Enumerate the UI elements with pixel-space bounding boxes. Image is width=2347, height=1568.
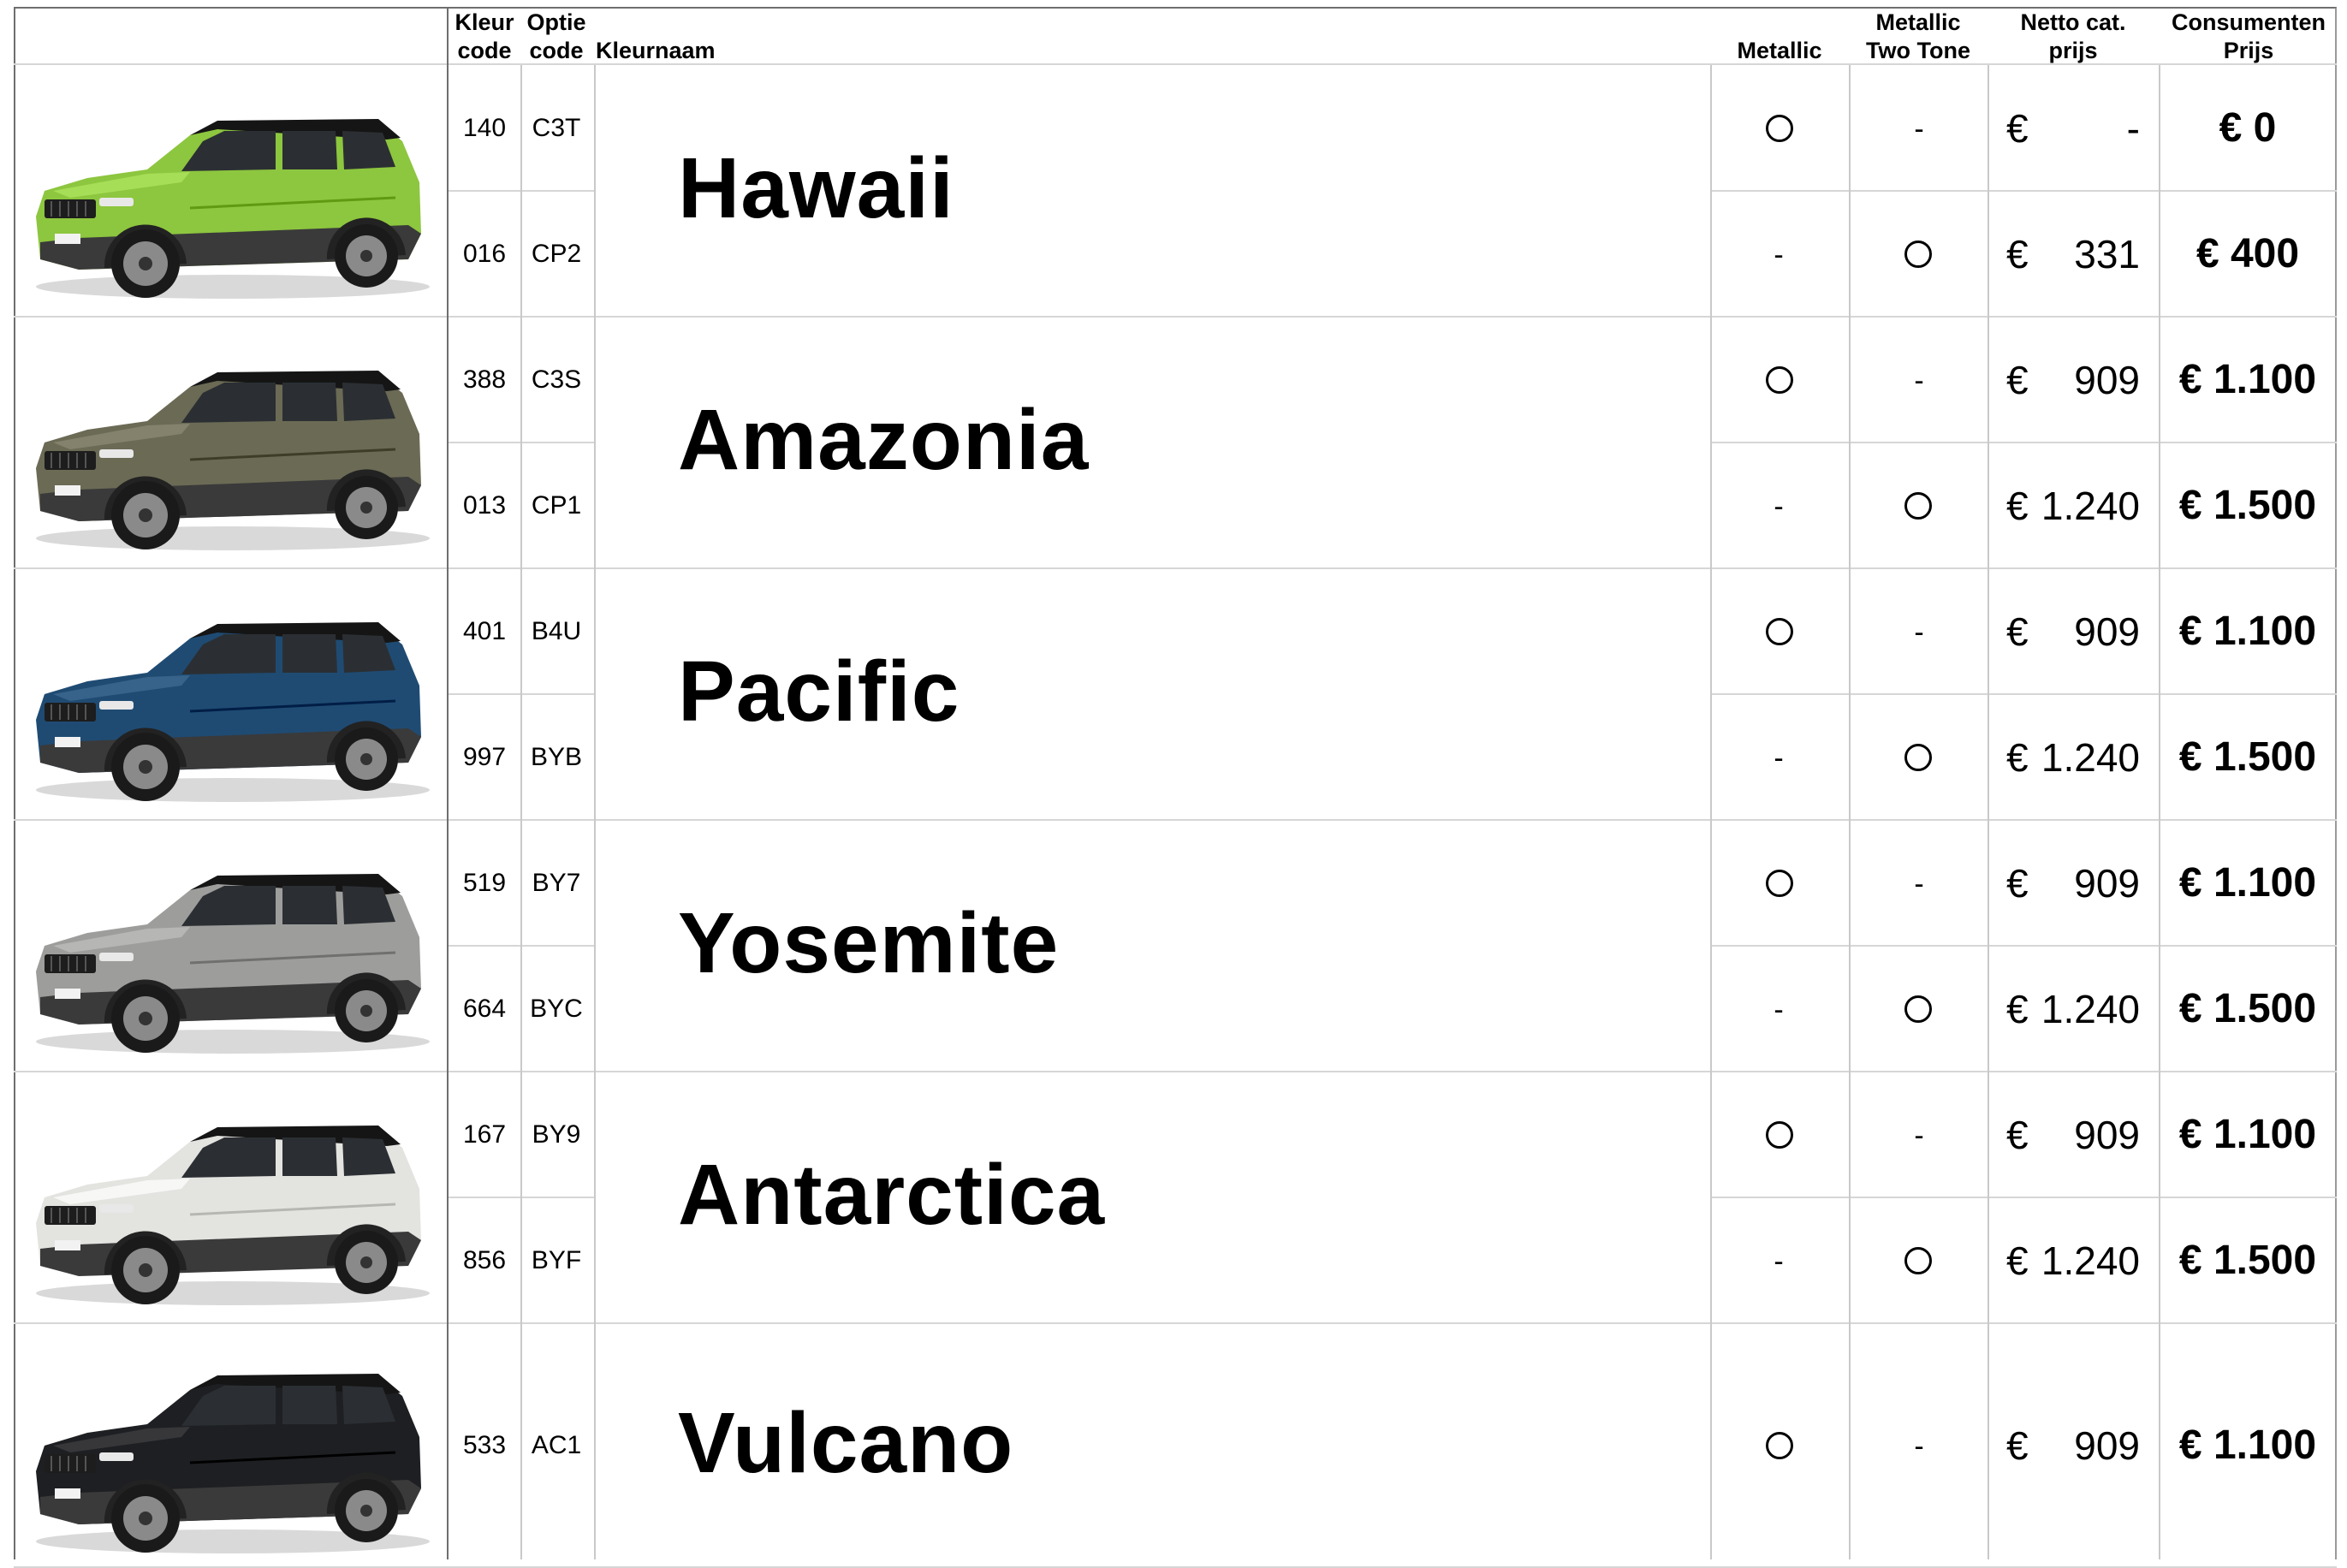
consumenten-price-value: € 1.500 xyxy=(2178,482,2317,528)
kleur-code-cell: 140 xyxy=(462,113,507,142)
netto-euro-sign: € xyxy=(2006,1422,2029,1468)
netto-price-value: 1.240 xyxy=(2041,986,2140,1031)
netto-price-value: 1.240 xyxy=(2041,483,2140,528)
two-tone-dash: - xyxy=(1914,1119,1924,1152)
kleur-code-cell: 013 xyxy=(462,490,507,520)
column-border xyxy=(1849,65,1851,1559)
optie-code-cell: CP2 xyxy=(531,239,582,268)
metallic-indicator-icon xyxy=(1766,618,1793,645)
netto-euro-sign: € xyxy=(2006,105,2029,151)
netto-price-value: 909 xyxy=(2074,1112,2140,1157)
optie-code-cell: BY7 xyxy=(532,868,581,897)
row-divider xyxy=(1710,945,2337,947)
netto-euro-sign: € xyxy=(2006,986,2029,1031)
two-tone-indicator-icon xyxy=(1904,744,1932,771)
header-kleur-code: Kleur code xyxy=(455,9,514,63)
metallic-dash: - xyxy=(1774,1244,1784,1278)
color-name: Pacific xyxy=(678,644,960,739)
column-border xyxy=(1710,65,1712,1559)
kleur-code-cell: 388 xyxy=(462,365,507,394)
kleur-code-cell: 167 xyxy=(462,1120,507,1149)
kleur-code-cell: 533 xyxy=(462,1430,507,1459)
metallic-indicator-icon xyxy=(1766,1432,1793,1459)
netto-price-value: 909 xyxy=(2074,357,2140,402)
car-image xyxy=(19,1343,435,1559)
optie-code-cell: BYB xyxy=(530,742,583,771)
netto-price-value: 1.240 xyxy=(2041,1238,2140,1283)
two-tone-dash: - xyxy=(1914,364,1924,397)
kleur-code-cell: 664 xyxy=(462,994,507,1023)
consumenten-price-value: € 1.100 xyxy=(2178,1111,2317,1157)
header-consumenten-prijs: Consumenten Prijs xyxy=(2171,9,2326,63)
two-tone-indicator-icon xyxy=(1904,995,1932,1023)
optie-code-cell: B4U xyxy=(531,616,582,645)
metallic-dash: - xyxy=(1774,238,1784,271)
column-border xyxy=(1988,65,1989,1559)
two-tone-dash: - xyxy=(1914,867,1924,900)
optie-code-cell: BY9 xyxy=(532,1120,581,1149)
optie-code-cell: AC1 xyxy=(531,1430,582,1459)
consumenten-price-value: € 1.100 xyxy=(2178,859,2317,906)
netto-euro-sign: € xyxy=(2006,357,2029,402)
metallic-dash: - xyxy=(1774,741,1784,775)
car-image xyxy=(19,1095,435,1310)
metallic-dash: - xyxy=(1774,490,1784,523)
optie-code-cell: CP1 xyxy=(531,490,582,520)
metallic-indicator-icon xyxy=(1766,366,1793,394)
two-tone-indicator-icon xyxy=(1904,1247,1932,1274)
color-name: Antarctica xyxy=(678,1147,1106,1243)
two-tone-dash: - xyxy=(1914,1429,1924,1463)
metallic-dash: - xyxy=(1774,993,1784,1026)
consumenten-price-value: € 1.100 xyxy=(2178,356,2317,402)
two-tone-indicator-icon xyxy=(1904,492,1932,520)
consumenten-price-value: € 1.100 xyxy=(2178,1422,2317,1468)
consumenten-price-value: € 400 xyxy=(2195,230,2300,276)
header-metallic: Metallic xyxy=(1737,38,1822,63)
netto-euro-sign: € xyxy=(2006,1238,2029,1283)
consumenten-price-value: € 1.100 xyxy=(2178,608,2317,654)
header-kleurnaam: Kleurnaam xyxy=(596,38,716,63)
netto-price-value: 909 xyxy=(2074,860,2140,906)
consumenten-price-value: € 0 xyxy=(2219,104,2277,151)
image-column-border xyxy=(447,7,449,1559)
consumenten-price-value: € 1.500 xyxy=(2178,985,2317,1031)
header-optie-code: Optie code xyxy=(526,9,586,63)
kleur-code-cell: 997 xyxy=(462,742,507,771)
optie-code-cell: BYC xyxy=(530,994,583,1023)
header-netto-prijs: Netto cat. prijs xyxy=(2020,9,2126,63)
kleur-code-cell: 401 xyxy=(462,616,507,645)
column-border xyxy=(520,65,522,1559)
metallic-indicator-icon xyxy=(1766,115,1793,142)
netto-price-value: 331 xyxy=(2074,231,2140,276)
car-image xyxy=(19,591,435,807)
netto-euro-sign: € xyxy=(2006,609,2029,654)
kleur-code-cell: 016 xyxy=(462,239,507,268)
column-border xyxy=(2159,65,2160,1559)
metallic-indicator-icon xyxy=(1766,870,1793,897)
metallic-indicator-icon xyxy=(1766,1121,1793,1149)
optie-code-cell: C3T xyxy=(532,113,581,142)
car-image xyxy=(19,843,435,1059)
color-name: Vulcano xyxy=(678,1394,1014,1491)
row-divider xyxy=(1710,442,2337,443)
color-name: Amazonia xyxy=(678,392,1090,488)
optie-code-cell: BYF xyxy=(531,1245,582,1274)
row-divider xyxy=(1710,693,2337,695)
netto-euro-sign: € xyxy=(2006,483,2029,528)
netto-price-value: 909 xyxy=(2074,1422,2140,1468)
car-image xyxy=(19,340,435,555)
kleur-code-cell: 856 xyxy=(462,1245,507,1274)
two-tone-indicator-icon xyxy=(1904,241,1932,268)
netto-price-value: 909 xyxy=(2074,609,2140,654)
netto-price-value: - xyxy=(2126,105,2140,151)
column-border xyxy=(594,65,596,1559)
row-divider xyxy=(1710,190,2337,192)
consumenten-price-value: € 1.500 xyxy=(2178,734,2317,780)
netto-euro-sign: € xyxy=(2006,231,2029,276)
netto-price-value: 1.240 xyxy=(2041,734,2140,780)
color-name: Hawaii xyxy=(678,140,954,236)
row-divider xyxy=(1710,1197,2337,1198)
car-image xyxy=(19,88,435,304)
kleur-code-cell: 519 xyxy=(462,868,507,897)
netto-euro-sign: € xyxy=(2006,734,2029,780)
optie-code-cell: C3S xyxy=(531,365,582,394)
header-two-tone: Metallic Two Tone xyxy=(1866,9,1970,63)
two-tone-dash: - xyxy=(1914,615,1924,649)
netto-euro-sign: € xyxy=(2006,1112,2029,1157)
netto-euro-sign: € xyxy=(2006,860,2029,906)
two-tone-dash: - xyxy=(1914,112,1924,146)
consumenten-price-value: € 1.500 xyxy=(2178,1237,2317,1283)
color-name: Yosemite xyxy=(678,895,1060,991)
